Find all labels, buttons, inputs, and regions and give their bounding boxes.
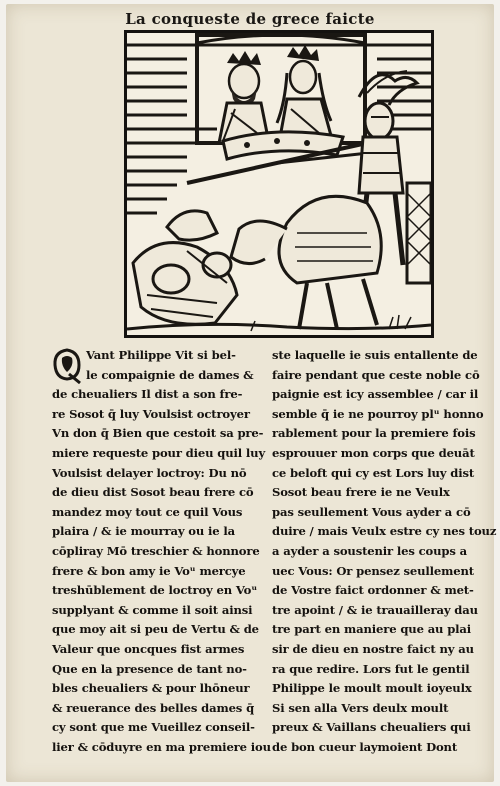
text-line: Vn don q̄ Bien que cestoit sa pre- <box>52 426 264 441</box>
text-line: plaira / & ie mourray ou ie la <box>52 524 236 539</box>
text-line: tre part en maniere que au plai <box>272 622 472 637</box>
text-line: de Vostre faict ordonner & met- <box>272 583 474 598</box>
text-line: supplyant & comme il soit ainsi <box>52 602 253 617</box>
text-line: ste laquelle ie suis entallente de <box>272 348 478 362</box>
text-line: sir de dieu en nostre faict ny au <box>272 641 474 656</box>
text-line: mandez moy tout ce quil Vous <box>52 504 243 519</box>
text-line: re Sosot q̄ luy Voulsist octroyer <box>52 406 250 421</box>
text-line: faire pendant que ceste noble cō <box>272 367 480 382</box>
text-line: cy sont que me Vueillez conseil- <box>52 720 255 735</box>
fallen-knights <box>133 211 237 324</box>
text-line: miere requeste pour dieu quil luy <box>52 445 266 460</box>
text-line: Sosot beau frere ie ne Veulx <box>272 485 450 500</box>
king-figure <box>219 51 269 143</box>
text-line: de cheualiers Il dist a son fre- <box>52 387 243 402</box>
text-line: Valeur que oncques fist armes <box>52 641 245 656</box>
text-line: lier & cōduyre en ma premiere iou <box>52 739 271 754</box>
queen-figure <box>277 45 333 143</box>
text-line: de dieu dist Sosot beau frere cō <box>52 485 254 500</box>
running-head: La conqueste de grece faicte <box>125 10 375 28</box>
text-line: paignie est icy assemblee / car il <box>272 387 479 402</box>
text-line: uec Vous: Or pensez seullement <box>272 563 474 578</box>
text-line: & reuerance des belles dames q̄ <box>52 700 255 715</box>
text-line: Vant Philippe Vit si bel- <box>86 348 236 362</box>
text-line: de bon cueur laymoient Dont <box>272 739 458 754</box>
text-line: Voulsist delayer loctroy: Du nō <box>52 465 247 480</box>
text-line: le compaignie de dames & <box>86 367 254 382</box>
text-line: Philippe le moult moult ioyeulx <box>272 681 472 696</box>
text-line: treshūblement de loctroy en Voᵘ <box>52 583 258 598</box>
text-line: rablement pour la premiere fois <box>272 426 476 441</box>
book-page <box>6 4 497 782</box>
text-line: ra que redire. Lors fut le gentil <box>272 661 470 676</box>
text-line: preux & Vaillans cheualiers qui <box>272 720 471 735</box>
text-line: Si sen alla Vers deulx moult <box>272 700 449 715</box>
text-line: esprouuer mon corps que deuāt <box>272 445 475 460</box>
text-line: semble q̄ ie ne pourroy plᵘ honno <box>272 406 484 421</box>
text-line: Que en la presence de tant no- <box>52 661 247 676</box>
show-through-text <box>446 32 492 152</box>
text-line: que moy ait si peu de Vertu & de <box>52 622 259 637</box>
text-line: duire / mais Veulx estre cy nes touz <box>272 524 497 539</box>
text-line: pas seullement Vous ayder a cō <box>272 504 471 519</box>
text-line: frere & bon amy ie Voᵘ mercye <box>52 563 246 578</box>
text-line: bles cheualiers & pour lhōneur <box>52 681 250 696</box>
woodcut-image <box>127 33 431 335</box>
text-line: a ayder a soustenir les coups a <box>272 543 467 558</box>
text-line: ce beloft qui cy est Lors luy dist <box>272 465 475 480</box>
left-text-column <box>52 346 271 757</box>
text-line: cōpliray Mō treschier & honnore <box>52 543 260 558</box>
text-line: tre apoint / & ie trauailleray dau <box>272 602 478 617</box>
woodcut-illustration <box>124 30 434 338</box>
right-text-column <box>272 346 497 757</box>
